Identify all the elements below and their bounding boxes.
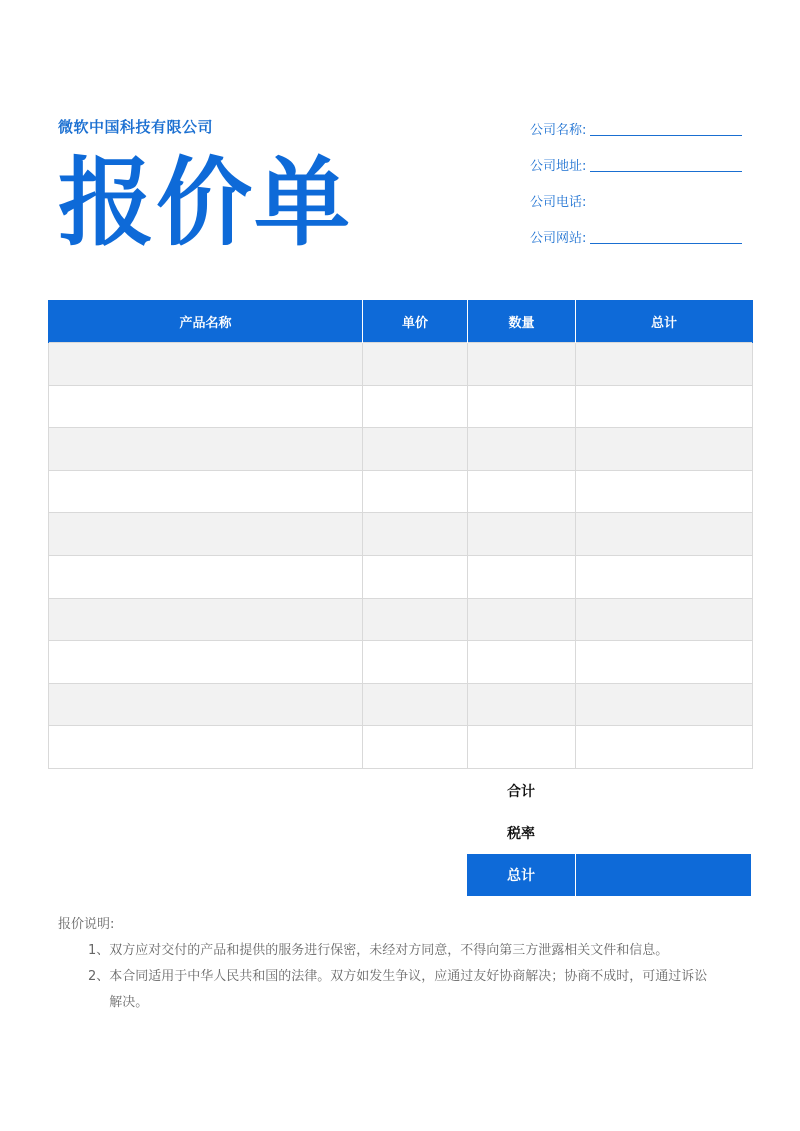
cell-total[interactable] — [576, 513, 753, 556]
company-name-line[interactable] — [590, 135, 742, 136]
cell-quantity[interactable] — [468, 683, 576, 726]
note-number: 2、 — [88, 969, 110, 984]
company-website-line[interactable] — [590, 243, 742, 244]
table-row — [49, 428, 753, 471]
cell-quantity[interactable] — [468, 513, 576, 556]
company-phone-label: 公司电话: — [530, 195, 587, 210]
cell-product[interactable] — [49, 343, 363, 386]
table-row — [49, 555, 753, 598]
cell-product[interactable] — [49, 641, 363, 684]
cell-quantity[interactable] — [468, 470, 576, 513]
cell-product[interactable] — [49, 470, 363, 513]
cell-unit-price[interactable] — [363, 683, 468, 726]
column-header-unit-price: 单价 — [363, 300, 468, 343]
company-address-label: 公司地址: — [530, 159, 587, 174]
cell-total[interactable] — [576, 555, 753, 598]
note-text: 本合同适用于中华人民共和国的法律。双方如发生争议，应通过友好协商解决；协商不成时，可通过诉讼解决。 — [109, 969, 708, 1010]
cell-unit-price[interactable] — [363, 598, 468, 641]
tax-label: 税率 — [507, 826, 535, 842]
cell-unit-price[interactable] — [363, 641, 468, 684]
table-row — [49, 598, 753, 641]
table-header-row — [49, 300, 753, 343]
cell-total[interactable] — [576, 428, 753, 471]
column-header-product: 产品名称 — [49, 300, 363, 343]
cell-unit-price[interactable] — [363, 385, 468, 428]
cell-unit-price[interactable] — [363, 513, 468, 556]
cell-quantity[interactable] — [468, 726, 576, 769]
cell-total[interactable] — [576, 343, 753, 386]
cell-product[interactable] — [49, 513, 363, 556]
cell-total[interactable] — [576, 641, 753, 684]
tax-row — [467, 812, 751, 854]
company-website-label: 公司网站: — [530, 231, 587, 246]
table-row — [49, 470, 753, 513]
cell-product[interactable] — [49, 598, 363, 641]
company-website-field — [530, 212, 750, 248]
grand-total-value[interactable] — [576, 854, 751, 896]
document-title: 报价单 — [58, 147, 352, 259]
cell-total[interactable] — [576, 470, 753, 513]
cell-quantity[interactable] — [468, 641, 576, 684]
cell-unit-price[interactable] — [363, 726, 468, 769]
company-info-block — [530, 104, 750, 248]
cell-total[interactable] — [576, 598, 753, 641]
cell-quantity[interactable] — [468, 343, 576, 386]
quote-table — [48, 300, 753, 769]
cell-quantity[interactable] — [468, 428, 576, 471]
cell-quantity[interactable] — [468, 598, 576, 641]
cell-product[interactable] — [49, 683, 363, 726]
note-item — [58, 938, 758, 964]
cell-quantity[interactable] — [468, 385, 576, 428]
table-row — [49, 385, 753, 428]
grand-total-row — [467, 854, 751, 896]
grand-total-label: 总计 — [467, 854, 576, 896]
table-row — [49, 726, 753, 769]
note-number: 1、 — [88, 943, 110, 958]
company-name: 微软中国科技有限公司 — [58, 118, 214, 136]
table-row — [49, 683, 753, 726]
note-item — [58, 964, 758, 1016]
cell-product[interactable] — [49, 726, 363, 769]
subtotal-row — [467, 770, 751, 812]
column-header-total: 总计 — [576, 300, 753, 343]
cell-total[interactable] — [576, 726, 753, 769]
notes-title: 报价说明: — [58, 917, 115, 932]
quote-notes — [58, 912, 758, 1016]
company-address-line[interactable] — [590, 171, 742, 172]
cell-unit-price[interactable] — [363, 343, 468, 386]
subtotal-label: 合计 — [507, 784, 535, 800]
cell-unit-price[interactable] — [363, 428, 468, 471]
column-header-quantity: 数量 — [468, 300, 576, 343]
company-phone-value[interactable] — [590, 207, 742, 208]
cell-quantity[interactable] — [468, 555, 576, 598]
cell-total[interactable] — [576, 683, 753, 726]
company-address-field — [530, 140, 750, 176]
table-row — [49, 343, 753, 386]
cell-product[interactable] — [49, 555, 363, 598]
company-name-label: 公司名称: — [530, 123, 587, 138]
table-row — [49, 513, 753, 556]
subtotal-value[interactable] — [575, 770, 751, 812]
cell-unit-price[interactable] — [363, 555, 468, 598]
cell-product[interactable] — [49, 428, 363, 471]
company-phone-field — [530, 176, 750, 212]
note-text: 双方应对交付的产品和提供的服务进行保密，未经对方同意，不得向第三方泄露相关文件和信息。 — [109, 943, 669, 958]
cell-unit-price[interactable] — [363, 470, 468, 513]
cell-total[interactable] — [576, 385, 753, 428]
table-row — [49, 641, 753, 684]
company-name-field — [530, 104, 750, 140]
cell-product[interactable] — [49, 385, 363, 428]
tax-value[interactable] — [575, 812, 751, 854]
